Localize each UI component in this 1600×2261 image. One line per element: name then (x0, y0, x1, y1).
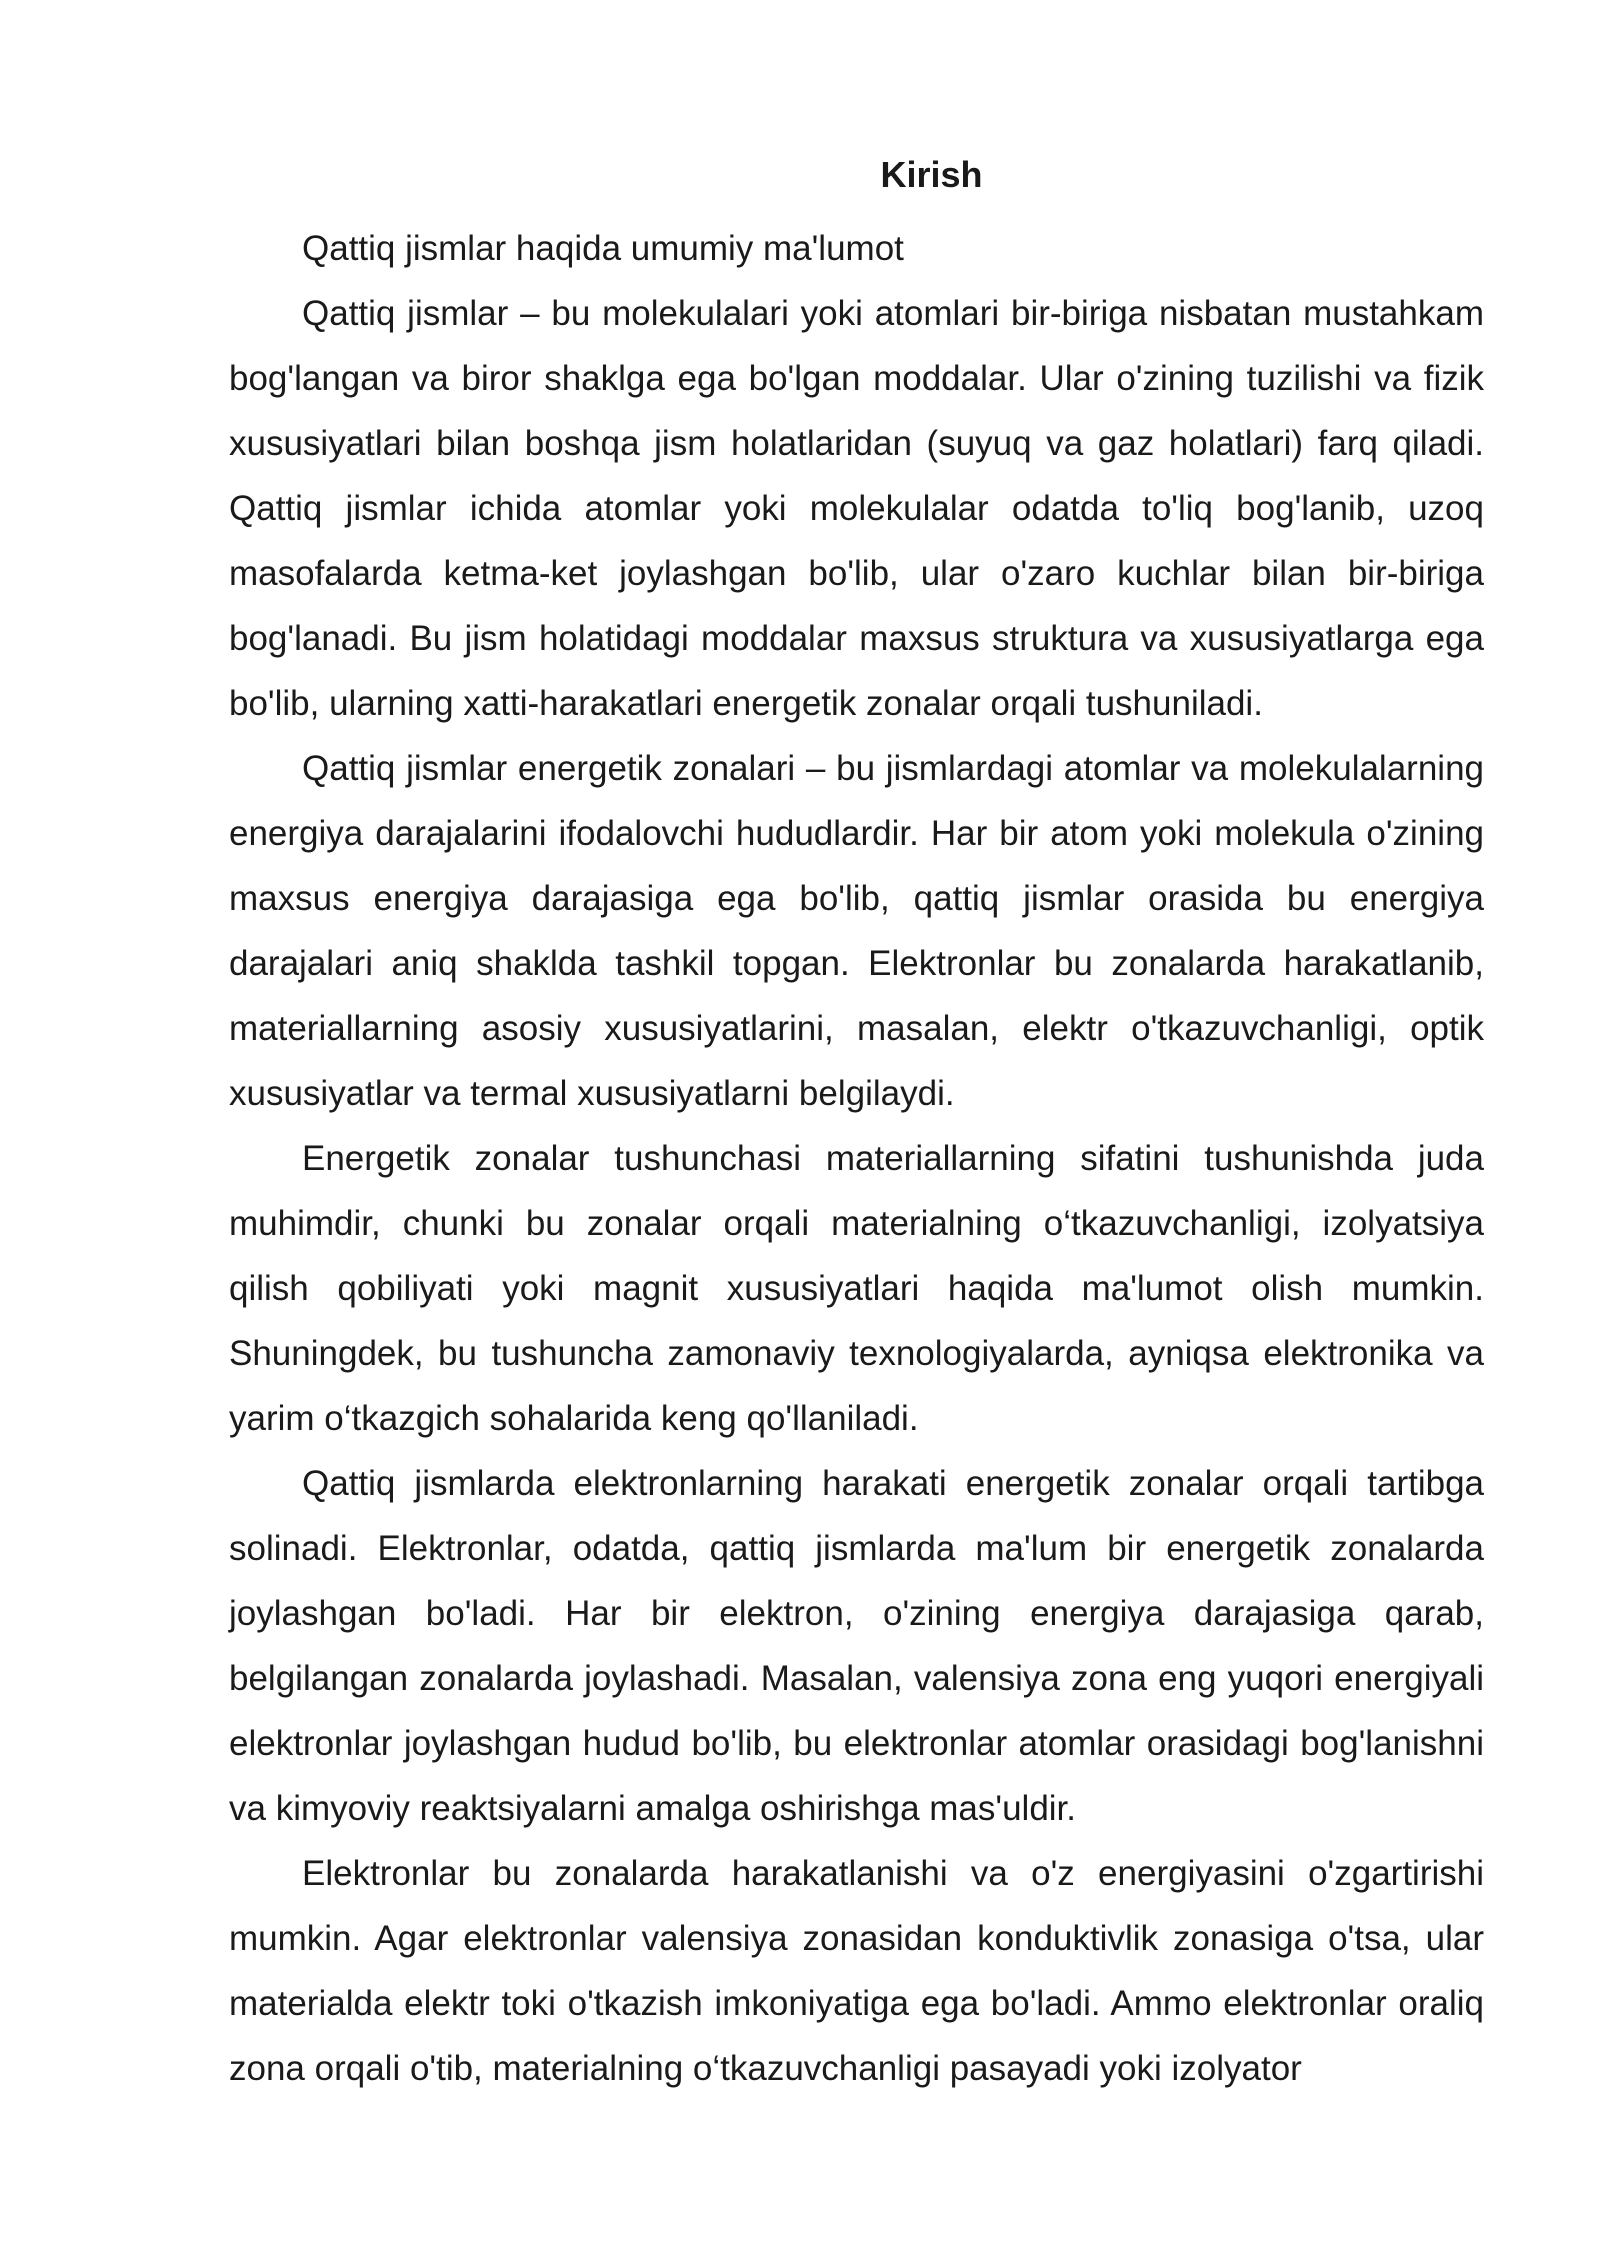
document-page (229, 150, 1484, 2101)
section-subheading: Qattiq jismlar haqida umumiy ma'lumot (302, 229, 904, 268)
paragraph-1: Qattiq jismlar – bu molekulalari yoki atomlari bir-biriga nisbatan mustahkam bog'langan va biror shaklga ega bo'lgan moddalar. Ular o'zining tuzilishi va fizik xususiyatlari bilan boshqa jism holatlaridan (suyuq va gaz holatlari) farq qiladi. Qattiq jismlar ichida atomlar yoki molekulalar odatda to'liq bog'lanib, uzoq masofalarda ketma-ket joylashgan bo'lib, ular o'zaro kuchlar bilan bir-biriga bog'lanadi. Bu jism holatidagi moddalar maxsus struktura va xususiyatlarga ega bo'lib, ularning xatti-harakatlari energetik zonalar orqali tushuniladi. (229, 294, 1484, 723)
paragraph-5: Elektronlar bu zonalarda harakatlanishi va o'z energiyasini o'zgartirishi mumkin. Agar elektronlar valensiya zonasidan konduktivlik zonasiga o'tsa, ular materialda elektr toki o'tkazish imkoniyatiga ega bo'ladi. Ammo elektronlar oraliq zona orqali o'tib, materialning o‘tkazuvchanligi pasayadi yoki izolyator (229, 1854, 1484, 2088)
paragraph-2: Qattiq jismlar energetik zonalari – bu jismlardagi atomlar va molekulalarning energiya darajalarini ifodalovchi hududlardir. Har bir atom yoki molekula o'zining maxsus energiya darajasiga ega bo'lib, qattiq jismlar orasida bu energiya darajalari aniq shaklda tashkil topgan. Elektronlar bu zonalarda harakatlanib, materiallarning asosiy xususiyatlarini, masalan, elektr o'tkazuvchanligi, optik xususiyatlar va termal xususiyatlarni belgilaydi. (229, 749, 1484, 1113)
paragraph-4: Qattiq jismlarda elektronlarning harakati energetik zonalar orqali tartibga solinadi. Elektronlar, odatda, qattiq jismlarda ma'lum bir energetik zonalarda joylashgan bo'ladi. Har bir elektron, o'zining energiya darajasiga qarab, belgilangan zonalarda joylashadi. Masalan, valensiya zona eng yuqori energiyali elektronlar joylashgan hudud bo'lib, bu elektronlar atomlar orasidagi bog'lanishni va kimyoviy reaktsiyalarni amalga oshirishga mas'uldir. (229, 1464, 1484, 1828)
page-title: Kirish (880, 154, 983, 195)
paragraph-3: Energetik zonalar tushunchasi materiallarning sifatini tushunishda juda muhimdir, chunki bu zonalar orqali materialning o‘tkazuvchanligi, izolyatsiya qilish qobiliyati yoki magnit xususiyatlari haqida ma'lumot olish mumkin. Shuningdek, bu tushuncha zamonaviy texnologiyalarda, ayniqsa elektronika va yarim o‘tkazgich sohalarida keng qo'llaniladi. (229, 1139, 1484, 1438)
